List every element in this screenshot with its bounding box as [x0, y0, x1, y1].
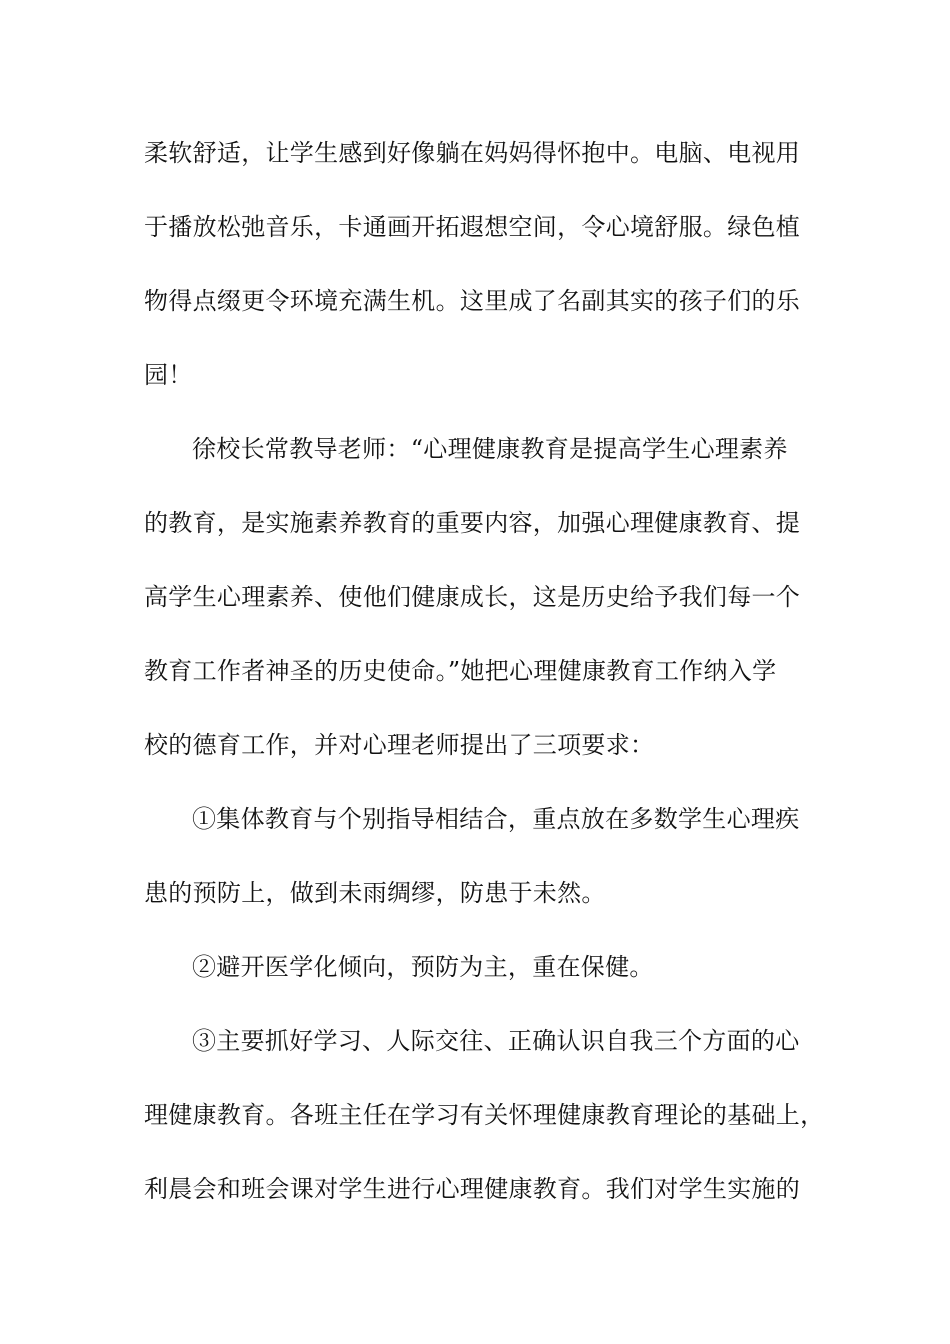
text-line: 利晨会和班会课对学生进行心理健康教育。我们对学生实施的 — [144, 1175, 801, 1203]
text-line: 理健康教育。各班主任在学习有关怀理健康教育理论的基础上， — [144, 1101, 825, 1129]
text-line: 柔软舒适，让学生感到好像躺在妈妈得怀抱中。电脑、电视用 — [144, 139, 801, 167]
text-line: 患的预防上，做到未雨绸缪，防患于未然。 — [144, 879, 606, 907]
text-line: 校的德育工作，并对心理老师提出了三项要求： — [144, 731, 655, 759]
paragraph-first-line: 徐校长常教导老师：“心理健康教育是提高学生心理素养 — [192, 435, 788, 463]
list-item-2: ②避开医学化倾向，预防为主，重在保健。 — [192, 953, 654, 981]
text-line: 物得点缀更令环境充满生机。这里成了名副其实的孩子们的乐 — [144, 287, 801, 315]
text-line: 的教育，是实施素养教育的重要内容，加强心理健康教育、提 — [144, 509, 801, 537]
text-line: 高学生心理素养、使他们健康成长，这是历史给予我们每一个 — [144, 583, 801, 611]
document-body — [144, 131, 825, 1241]
text-line: 于播放松弛音乐，卡通画开拓遐想空间，令心境舒服。绿色植 — [144, 213, 801, 241]
list-item-1: ①集体教育与个别指导相结合，重点放在多数学生心理疾 — [192, 805, 800, 833]
list-item-3: ③主要抓好学习、人际交往、正确认识自我三个方面的心 — [192, 1027, 800, 1055]
text-line: 园！ — [144, 361, 193, 389]
text-line: 教育工作者神圣的历史使命。”她把心理健康教育工作纳入学 — [144, 657, 777, 685]
